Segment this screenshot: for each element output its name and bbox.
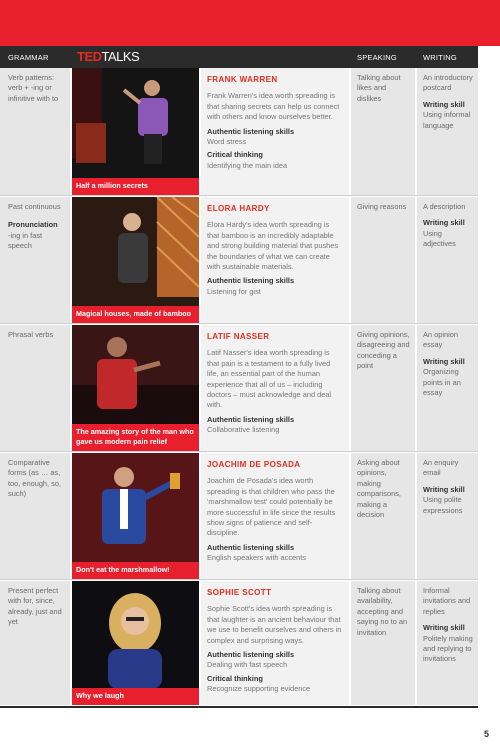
writing-text: An enquiry email (423, 458, 459, 478)
grammar-cell (0, 325, 70, 451)
speaking-text: Asking about opinions, making comparisons, making a decision (357, 458, 401, 520)
speaker-photo-image (72, 453, 199, 579)
grammar-cell (0, 453, 70, 579)
writing-skill-text: Using adjectives (423, 228, 456, 249)
writing-skill-title: Writing skill (423, 356, 465, 366)
speaking-cell (351, 68, 415, 195)
skill-title: Authentic listening skills (207, 542, 295, 552)
ted-logo-ted: TED (77, 49, 102, 64)
writing-text: A description (423, 202, 466, 211)
grammar-cell (0, 68, 70, 195)
grammar-line: Past continuous (8, 202, 61, 211)
writing-skill-text: Politely making and replying to invitations (423, 633, 473, 664)
idea-text: Elora Hardy's idea worth spreading is that bamboo is an incredibly adaptable and strong building material that pushes the boundaries of what we can create with sustainable materials. (207, 220, 339, 272)
table-row (0, 325, 478, 452)
speaker-name: LATIF NASSER (207, 332, 270, 341)
idea-text: Joachim de Posada's idea worth spreading is that children who pass the 'marshmallow test' could potentially be more successful in life since the results show signs of patience and self-discipline. (207, 476, 336, 538)
grammar-line: infinitive with to (8, 93, 59, 103)
talk-description-cell (201, 68, 349, 195)
writing-cell (417, 68, 478, 195)
speaking-cell (351, 197, 415, 323)
grammar-line: Present perfect with for, since, already, just and yet (8, 586, 62, 627)
skill-value: Collaborative listening (207, 425, 280, 435)
writing-text: An opinion essay (423, 330, 458, 350)
idea-text: Latif Nasser's idea worth spreading is that pain is a testament to a fully lived life, an essential part of the human experience that all of us – including doctors – must acknowledge and deal with. (207, 348, 332, 410)
table-row (0, 581, 478, 705)
idea-text: Frank Warren's idea worth spreading is that sharing secrets can help us connect with others and know ourselves better. (207, 91, 340, 122)
skill-value: Recognize supporting evidence (207, 684, 311, 694)
speaker-name: SOPHIE SCOTT (207, 588, 272, 597)
talk-description-cell (201, 581, 349, 705)
grammar-line: verb + -ing or (8, 83, 52, 93)
idea-text: Sophie Scott's idea worth spreading is that laughter is an ancient behaviour that we use to benefit ourselves and others in complex and surprising ways. (207, 604, 342, 645)
skill-value: Listening for gist (207, 286, 261, 296)
top-red-band (0, 0, 500, 46)
grammar-line: Comparative forms (as … as, too, enough, so, such) (8, 458, 62, 499)
talk-title-caption: The amazing story of the man who gave us modern pain relief (72, 424, 199, 451)
speaking-cell (351, 325, 415, 451)
talk-title-caption: Half a million secrets (72, 178, 199, 195)
ted-talks-logo (77, 49, 139, 64)
skill-title: Authentic listening skills (207, 126, 295, 136)
writing-text: An introductory postcard (423, 73, 473, 93)
header-writing: WRITING (423, 53, 457, 62)
grammar-line: Phrasal verbs (8, 330, 54, 339)
skill-title: Critical thinking (207, 673, 263, 683)
speaker-name: FRANK WARREN (207, 75, 278, 84)
writing-text: Informal invitations and replies (423, 586, 471, 616)
table-row (0, 197, 478, 324)
skill-title: Critical thinking (207, 150, 263, 160)
writing-cell (417, 581, 478, 705)
talk-description-cell (201, 197, 349, 323)
skill-value: Word stress (207, 137, 247, 147)
speaker-photo-image (72, 581, 199, 705)
speaker-name: JOACHIM DE POSADA (207, 460, 301, 469)
skill-value: English speakers with accents (207, 553, 307, 563)
speaker-photo-image (72, 68, 199, 195)
talk-title-caption: Don't eat the marshmallow! (72, 562, 199, 579)
writing-cell (417, 453, 478, 579)
speaker-photo (72, 197, 199, 323)
skill-title: Authentic listening skills (207, 414, 295, 424)
speaker-photo (72, 453, 199, 579)
table-bottom-rule (0, 706, 478, 708)
table-header (0, 46, 478, 68)
header-speaking: SPEAKING (357, 53, 397, 62)
talk-description-cell (201, 453, 349, 579)
writing-cell (417, 325, 478, 451)
writing-skill-title: Writing skill (423, 484, 465, 494)
grammar-cell (0, 197, 70, 323)
speaker-photo (72, 581, 199, 705)
speaking-cell (351, 581, 415, 705)
skill-title: Authentic listening skills (207, 650, 295, 660)
writing-skill-title: Writing skill (423, 99, 465, 109)
header-grammar: GRAMMAR (8, 53, 49, 62)
grammar-line: Verb patterns: (8, 73, 55, 82)
skill-value: Identifying the main idea (207, 160, 288, 170)
talk-title-caption: Magical houses, made of bamboo (72, 306, 199, 323)
writing-skill-text: Using informal language (423, 110, 471, 130)
writing-skill-text: Organizing points in an essay (423, 367, 461, 398)
table-row (0, 453, 478, 580)
speaking-text: Talking about likes and dislikes (357, 73, 401, 103)
speaker-name: ELORA HARDY (207, 204, 270, 213)
writing-skill-title: Writing skill (423, 218, 465, 228)
writing-skill-text: Using polite expressions (423, 495, 463, 515)
talk-description-cell (201, 325, 349, 451)
talk-title-caption: Why we laugh (72, 688, 199, 705)
speaker-photo-image (72, 197, 199, 323)
grammar-cell (0, 581, 70, 705)
table-row (0, 68, 478, 196)
skill-title: Authentic listening skills (207, 276, 295, 286)
writing-cell (417, 197, 478, 323)
speaking-text: Giving opinions, disagreeing and conceding a point (357, 330, 410, 371)
writing-skill-title: Writing skill (423, 623, 465, 633)
page-number: 5 (484, 729, 490, 739)
pronunciation-text: -ing in fast speech (8, 230, 43, 251)
pronunciation-title: Pronunciation (8, 220, 58, 230)
skill-value: Dealing with fast speech (207, 660, 288, 670)
speaker-photo (72, 325, 199, 451)
speaking-cell (351, 453, 415, 579)
speaker-photo (72, 68, 199, 195)
speaking-text: Talking about availability, accepting and saying no to an invitation (357, 586, 408, 637)
speaking-text: Giving reasons (357, 202, 407, 211)
ted-logo-talks: TALKS (101, 49, 140, 64)
